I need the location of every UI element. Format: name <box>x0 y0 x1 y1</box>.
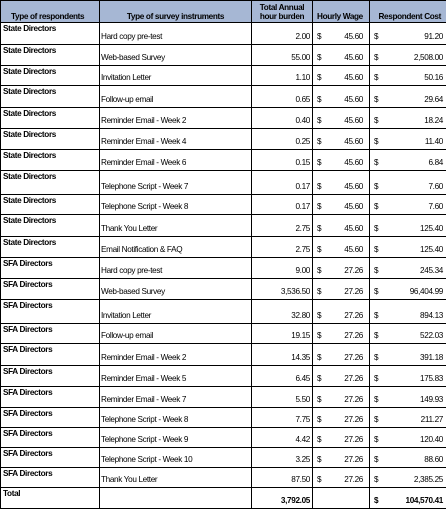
hourly-wage-value: 45.60 <box>313 53 369 63</box>
respondent-cost-value: 96,404.99 <box>370 287 446 297</box>
currency-symbol: $ <box>317 311 321 321</box>
respondent-cost-value: 2,508.00 <box>370 53 446 63</box>
currency-symbol: $ <box>374 116 378 126</box>
hourly-wage <box>313 86 370 108</box>
respondent-type: SFA Directors <box>1 344 100 366</box>
respondent-type: State Directors <box>1 108 100 129</box>
respondent-type: SFA Directors <box>1 279 100 300</box>
currency-symbol: $ <box>374 202 378 212</box>
respondent-cost-value: 120.40 <box>370 435 446 445</box>
annual-hour-burden: 3,536.50 <box>252 279 313 300</box>
respondent-cost-value: 7.60 <box>370 182 446 192</box>
survey-instrument: Reminder Email - Week 4 <box>100 129 252 150</box>
hourly-wage <box>313 171 370 195</box>
currency-symbol: $ <box>317 32 321 42</box>
table-row <box>1 279 446 300</box>
respondent-cost-value: 50.16 <box>370 73 446 83</box>
currency-symbol: $ <box>317 374 321 384</box>
table-row <box>1 408 446 428</box>
currency-symbol: $ <box>317 455 321 465</box>
respondent-cost-value: 2,385.25 <box>370 475 446 485</box>
survey-instrument: Reminder Email - Week 6 <box>100 150 252 171</box>
respondent-cost-value: 175.83 <box>370 374 446 384</box>
respondent-type: SFA Directors <box>1 324 100 344</box>
annual-hour-burden: 0.25 <box>252 129 313 150</box>
survey-instrument: Telephone Script - Week 8 <box>100 408 252 428</box>
hourly-wage <box>313 448 370 468</box>
annual-hour-burden: 9.00 <box>252 258 313 279</box>
annual-hour-burden: 7.75 <box>252 408 313 428</box>
survey-instrument: Telephone Script - Week 9 <box>100 428 252 448</box>
currency-symbol: $ <box>374 182 378 192</box>
respondent-type: State Directors <box>1 129 100 150</box>
annual-hour-burden: 0.15 <box>252 150 313 171</box>
respondent-type: SFA Directors <box>1 408 100 428</box>
table-row <box>1 448 446 468</box>
respondent-cost <box>370 366 446 387</box>
table-row <box>1 86 446 108</box>
respondent-cost-value: 18.24 <box>370 116 446 126</box>
hourly-wage-value: 45.60 <box>313 224 369 234</box>
annual-hour-burden: 6.45 <box>252 366 313 387</box>
total-label: Total <box>1 488 100 509</box>
currency-symbol: $ <box>317 116 321 126</box>
hourly-wage-value: 27.26 <box>313 435 369 445</box>
respondent-cost <box>370 237 446 258</box>
hourly-wage-value: 27.26 <box>313 395 369 405</box>
respondent-cost <box>370 468 446 488</box>
respondent-type: State Directors <box>1 86 100 108</box>
hourly-wage-value: 45.60 <box>313 95 369 105</box>
table-row <box>1 108 446 129</box>
respondent-cost-value: 522.03 <box>370 331 446 341</box>
currency-symbol: $ <box>317 395 321 405</box>
hourly-wage <box>313 408 370 428</box>
currency-symbol: $ <box>374 287 378 297</box>
survey-instrument: Reminder Email - Week 2 <box>100 344 252 366</box>
survey-instrument: Hard copy pre-test <box>100 258 252 279</box>
hourly-wage <box>313 237 370 258</box>
currency-symbol: $ <box>317 53 321 63</box>
hourly-wage <box>313 215 370 237</box>
currency-symbol: $ <box>374 95 378 105</box>
currency-symbol: $ <box>317 137 321 147</box>
hourly-wage <box>313 344 370 366</box>
table-row <box>1 258 446 279</box>
hourly-wage <box>313 428 370 448</box>
annual-hour-burden: 14.35 <box>252 344 313 366</box>
hourly-wage-value: 45.60 <box>313 32 369 42</box>
currency-symbol: $ <box>374 32 378 42</box>
respondent-cost-value: 894.13 <box>370 311 446 321</box>
respondent-cost-value: 11.40 <box>370 137 446 147</box>
currency-symbol: $ <box>374 331 378 341</box>
respondent-type: State Directors <box>1 195 100 215</box>
respondent-cost <box>370 171 446 195</box>
hourly-wage <box>313 108 370 129</box>
table-row <box>1 300 446 324</box>
survey-instrument: Telephone Script - Week 8 <box>100 195 252 215</box>
hourly-wage <box>313 324 370 344</box>
table-row <box>1 129 446 150</box>
survey-instrument: Hard copy pre-test <box>100 23 252 45</box>
currency-symbol: $ <box>374 73 378 83</box>
survey-instrument: Invitation Letter <box>100 66 252 86</box>
table-row <box>1 366 446 387</box>
total-respondent-cost-value: 104,570.41 <box>370 496 446 506</box>
annual-hour-burden: 3.25 <box>252 448 313 468</box>
respondent-type: SFA Directors <box>1 448 100 468</box>
currency-symbol: $ <box>317 287 321 297</box>
table-row <box>1 237 446 258</box>
respondent-cost <box>370 195 446 215</box>
survey-instrument: Follow-up email <box>100 324 252 344</box>
respondent-cost <box>370 86 446 108</box>
respondent-cost-value: 245.34 <box>370 266 446 276</box>
hourly-wage <box>313 258 370 279</box>
currency-symbol: $ <box>317 331 321 341</box>
survey-instrument: Thank You Letter <box>100 215 252 237</box>
currency-symbol: $ <box>317 245 321 255</box>
header-annual-burden: Total Annual hour burden <box>252 1 313 23</box>
currency-symbol: $ <box>374 245 378 255</box>
annual-hour-burden: 0.17 <box>252 195 313 215</box>
respondent-type: State Directors <box>1 66 100 86</box>
hourly-wage <box>313 23 370 45</box>
currency-symbol: $ <box>317 353 321 363</box>
survey-instrument: Email Notification & FAQ <box>100 237 252 258</box>
hourly-wage <box>313 468 370 488</box>
annual-hour-burden: 19.15 <box>252 324 313 344</box>
hourly-wage-value: 27.26 <box>313 475 369 485</box>
currency-symbol: $ <box>374 475 378 485</box>
respondent-cost <box>370 45 446 66</box>
respondent-type: SFA Directors <box>1 300 100 324</box>
respondent-type: State Directors <box>1 23 100 45</box>
respondent-cost <box>370 108 446 129</box>
currency-symbol: $ <box>374 224 378 234</box>
hourly-wage <box>313 66 370 86</box>
hourly-wage-value: 45.60 <box>313 182 369 192</box>
survey-instrument: Web-based Survey <box>100 45 252 66</box>
respondent-cost-value: 149.93 <box>370 395 446 405</box>
hourly-wage <box>313 150 370 171</box>
survey-instrument: Web-based Survey <box>100 279 252 300</box>
table-row <box>1 150 446 171</box>
respondent-cost <box>370 428 446 448</box>
respondent-cost-value: 125.40 <box>370 245 446 255</box>
respondent-cost <box>370 408 446 428</box>
currency-symbol: $ <box>317 435 321 445</box>
hourly-wage <box>313 279 370 300</box>
respondent-cost-value: 211.27 <box>370 415 446 425</box>
annual-hour-burden: 4.42 <box>252 428 313 448</box>
respondent-cost <box>370 150 446 171</box>
table-row <box>1 344 446 366</box>
respondent-cost <box>370 344 446 366</box>
table-row <box>1 66 446 86</box>
respondent-cost-value: 391.18 <box>370 353 446 363</box>
respondent-cost-value: 29.64 <box>370 95 446 105</box>
annual-hour-burden: 2.00 <box>252 23 313 45</box>
respondent-cost-value: 6.84 <box>370 158 446 168</box>
hourly-wage-value: 27.26 <box>313 455 369 465</box>
hourly-wage-value: 27.26 <box>313 415 369 425</box>
survey-instrument: Reminder Email - Week 5 <box>100 366 252 387</box>
survey-instrument: Telephone Script - Week 10 <box>100 448 252 468</box>
annual-hour-burden: 5.50 <box>252 387 313 408</box>
currency-symbol: $ <box>374 374 378 384</box>
respondent-cost <box>370 66 446 86</box>
hourly-wage <box>313 129 370 150</box>
table-row <box>1 195 446 215</box>
table-row <box>1 428 446 448</box>
currency-symbol: $ <box>317 73 321 83</box>
annual-hour-burden: 2.75 <box>252 215 313 237</box>
table-row <box>1 324 446 344</box>
hourly-wage <box>313 195 370 215</box>
respondent-type: SFA Directors <box>1 366 100 387</box>
survey-instrument: Follow-up email <box>100 86 252 108</box>
currency-symbol: $ <box>374 455 378 465</box>
currency-symbol: $ <box>374 266 378 276</box>
respondent-cost <box>370 23 446 45</box>
currency-symbol: $ <box>374 415 378 425</box>
header-instruments: Type of survey instruments <box>100 1 252 23</box>
total-row <box>1 488 446 509</box>
hourly-wage-value: 45.60 <box>313 158 369 168</box>
hourly-wage-value: 45.60 <box>313 116 369 126</box>
respondent-type: State Directors <box>1 150 100 171</box>
respondent-cost <box>370 258 446 279</box>
hourly-wage <box>313 366 370 387</box>
table-row <box>1 45 446 66</box>
hourly-wage <box>313 45 370 66</box>
annual-hour-burden: 0.65 <box>252 86 313 108</box>
respondent-cost <box>370 324 446 344</box>
respondent-cost <box>370 387 446 408</box>
hourly-wage <box>313 387 370 408</box>
survey-instrument: Reminder Email - Week 7 <box>100 387 252 408</box>
currency-symbol: $ <box>317 158 321 168</box>
hourly-wage-value: 27.26 <box>313 353 369 363</box>
respondent-type: State Directors <box>1 45 100 66</box>
annual-hour-burden: 55.00 <box>252 45 313 66</box>
currency-symbol: $ <box>374 311 378 321</box>
respondent-cost-value: 91.20 <box>370 32 446 42</box>
annual-hour-burden: 2.75 <box>252 237 313 258</box>
currency-symbol: $ <box>317 224 321 234</box>
respondent-cost-value: 88.60 <box>370 455 446 465</box>
respondent-cost <box>370 215 446 237</box>
respondent-type: State Directors <box>1 237 100 258</box>
currency-symbol: $ <box>374 395 378 405</box>
total-instrument-empty <box>100 488 252 509</box>
annual-hour-burden: 87.50 <box>252 468 313 488</box>
header-respondent-cost: Respondent Cost <box>370 1 446 23</box>
table-row <box>1 387 446 408</box>
respondent-cost <box>370 448 446 468</box>
respondent-cost-value: 125.40 <box>370 224 446 234</box>
respondent-cost-value: 7.60 <box>370 202 446 212</box>
currency-symbol: $ <box>317 95 321 105</box>
survey-instrument: Thank You Letter <box>100 468 252 488</box>
table-row <box>1 215 446 237</box>
currency-symbol: $ <box>374 137 378 147</box>
table-row <box>1 468 446 488</box>
total-hour-burden: 3,792.05 <box>252 488 313 509</box>
currency-symbol: $ <box>374 158 378 168</box>
total-wage-empty <box>313 488 370 509</box>
currency-symbol: $ <box>317 415 321 425</box>
hourly-wage-value: 27.26 <box>313 331 369 341</box>
respondent-type: SFA Directors <box>1 428 100 448</box>
currency-symbol: $ <box>317 202 321 212</box>
header-row <box>1 1 446 23</box>
table-row <box>1 171 446 195</box>
respondent-type: SFA Directors <box>1 258 100 279</box>
annual-hour-burden: 32.80 <box>252 300 313 324</box>
hourly-wage-value: 45.60 <box>313 73 369 83</box>
hourly-wage <box>313 300 370 324</box>
total-respondent-cost <box>370 488 446 509</box>
respondent-type: State Directors <box>1 215 100 237</box>
survey-instrument: Reminder Email - Week 2 <box>100 108 252 129</box>
hourly-wage-value: 45.60 <box>313 202 369 212</box>
respondent-cost <box>370 129 446 150</box>
respondent-type: SFA Directors <box>1 468 100 488</box>
table-body <box>1 23 446 509</box>
header-hourly-wage: Hourly Wage <box>313 1 370 23</box>
hourly-wage-value: 45.60 <box>313 137 369 147</box>
respondent-cost <box>370 300 446 324</box>
hourly-wage-value: 27.26 <box>313 374 369 384</box>
hourly-wage-value: 27.26 <box>313 266 369 276</box>
currency-symbol: $ <box>374 496 378 506</box>
respondent-type: SFA Directors <box>1 387 100 408</box>
annual-hour-burden: 0.40 <box>252 108 313 129</box>
header-respondents: Type of respondents <box>1 1 100 23</box>
currency-symbol: $ <box>374 53 378 63</box>
survey-instrument: Invitation Letter <box>100 300 252 324</box>
hourly-wage-value: 27.26 <box>313 287 369 297</box>
currency-symbol: $ <box>317 475 321 485</box>
respondent-type: State Directors <box>1 171 100 195</box>
currency-symbol: $ <box>374 353 378 363</box>
hourly-wage-value: 45.60 <box>313 245 369 255</box>
currency-symbol: $ <box>317 182 321 192</box>
currency-symbol: $ <box>374 435 378 445</box>
table-row <box>1 23 446 45</box>
respondent-cost <box>370 279 446 300</box>
currency-symbol: $ <box>317 266 321 276</box>
hourly-wage-value: 27.26 <box>313 311 369 321</box>
annual-hour-burden: 0.17 <box>252 171 313 195</box>
annual-hour-burden: 1.10 <box>252 66 313 86</box>
survey-instrument: Telephone Script - Week 7 <box>100 171 252 195</box>
